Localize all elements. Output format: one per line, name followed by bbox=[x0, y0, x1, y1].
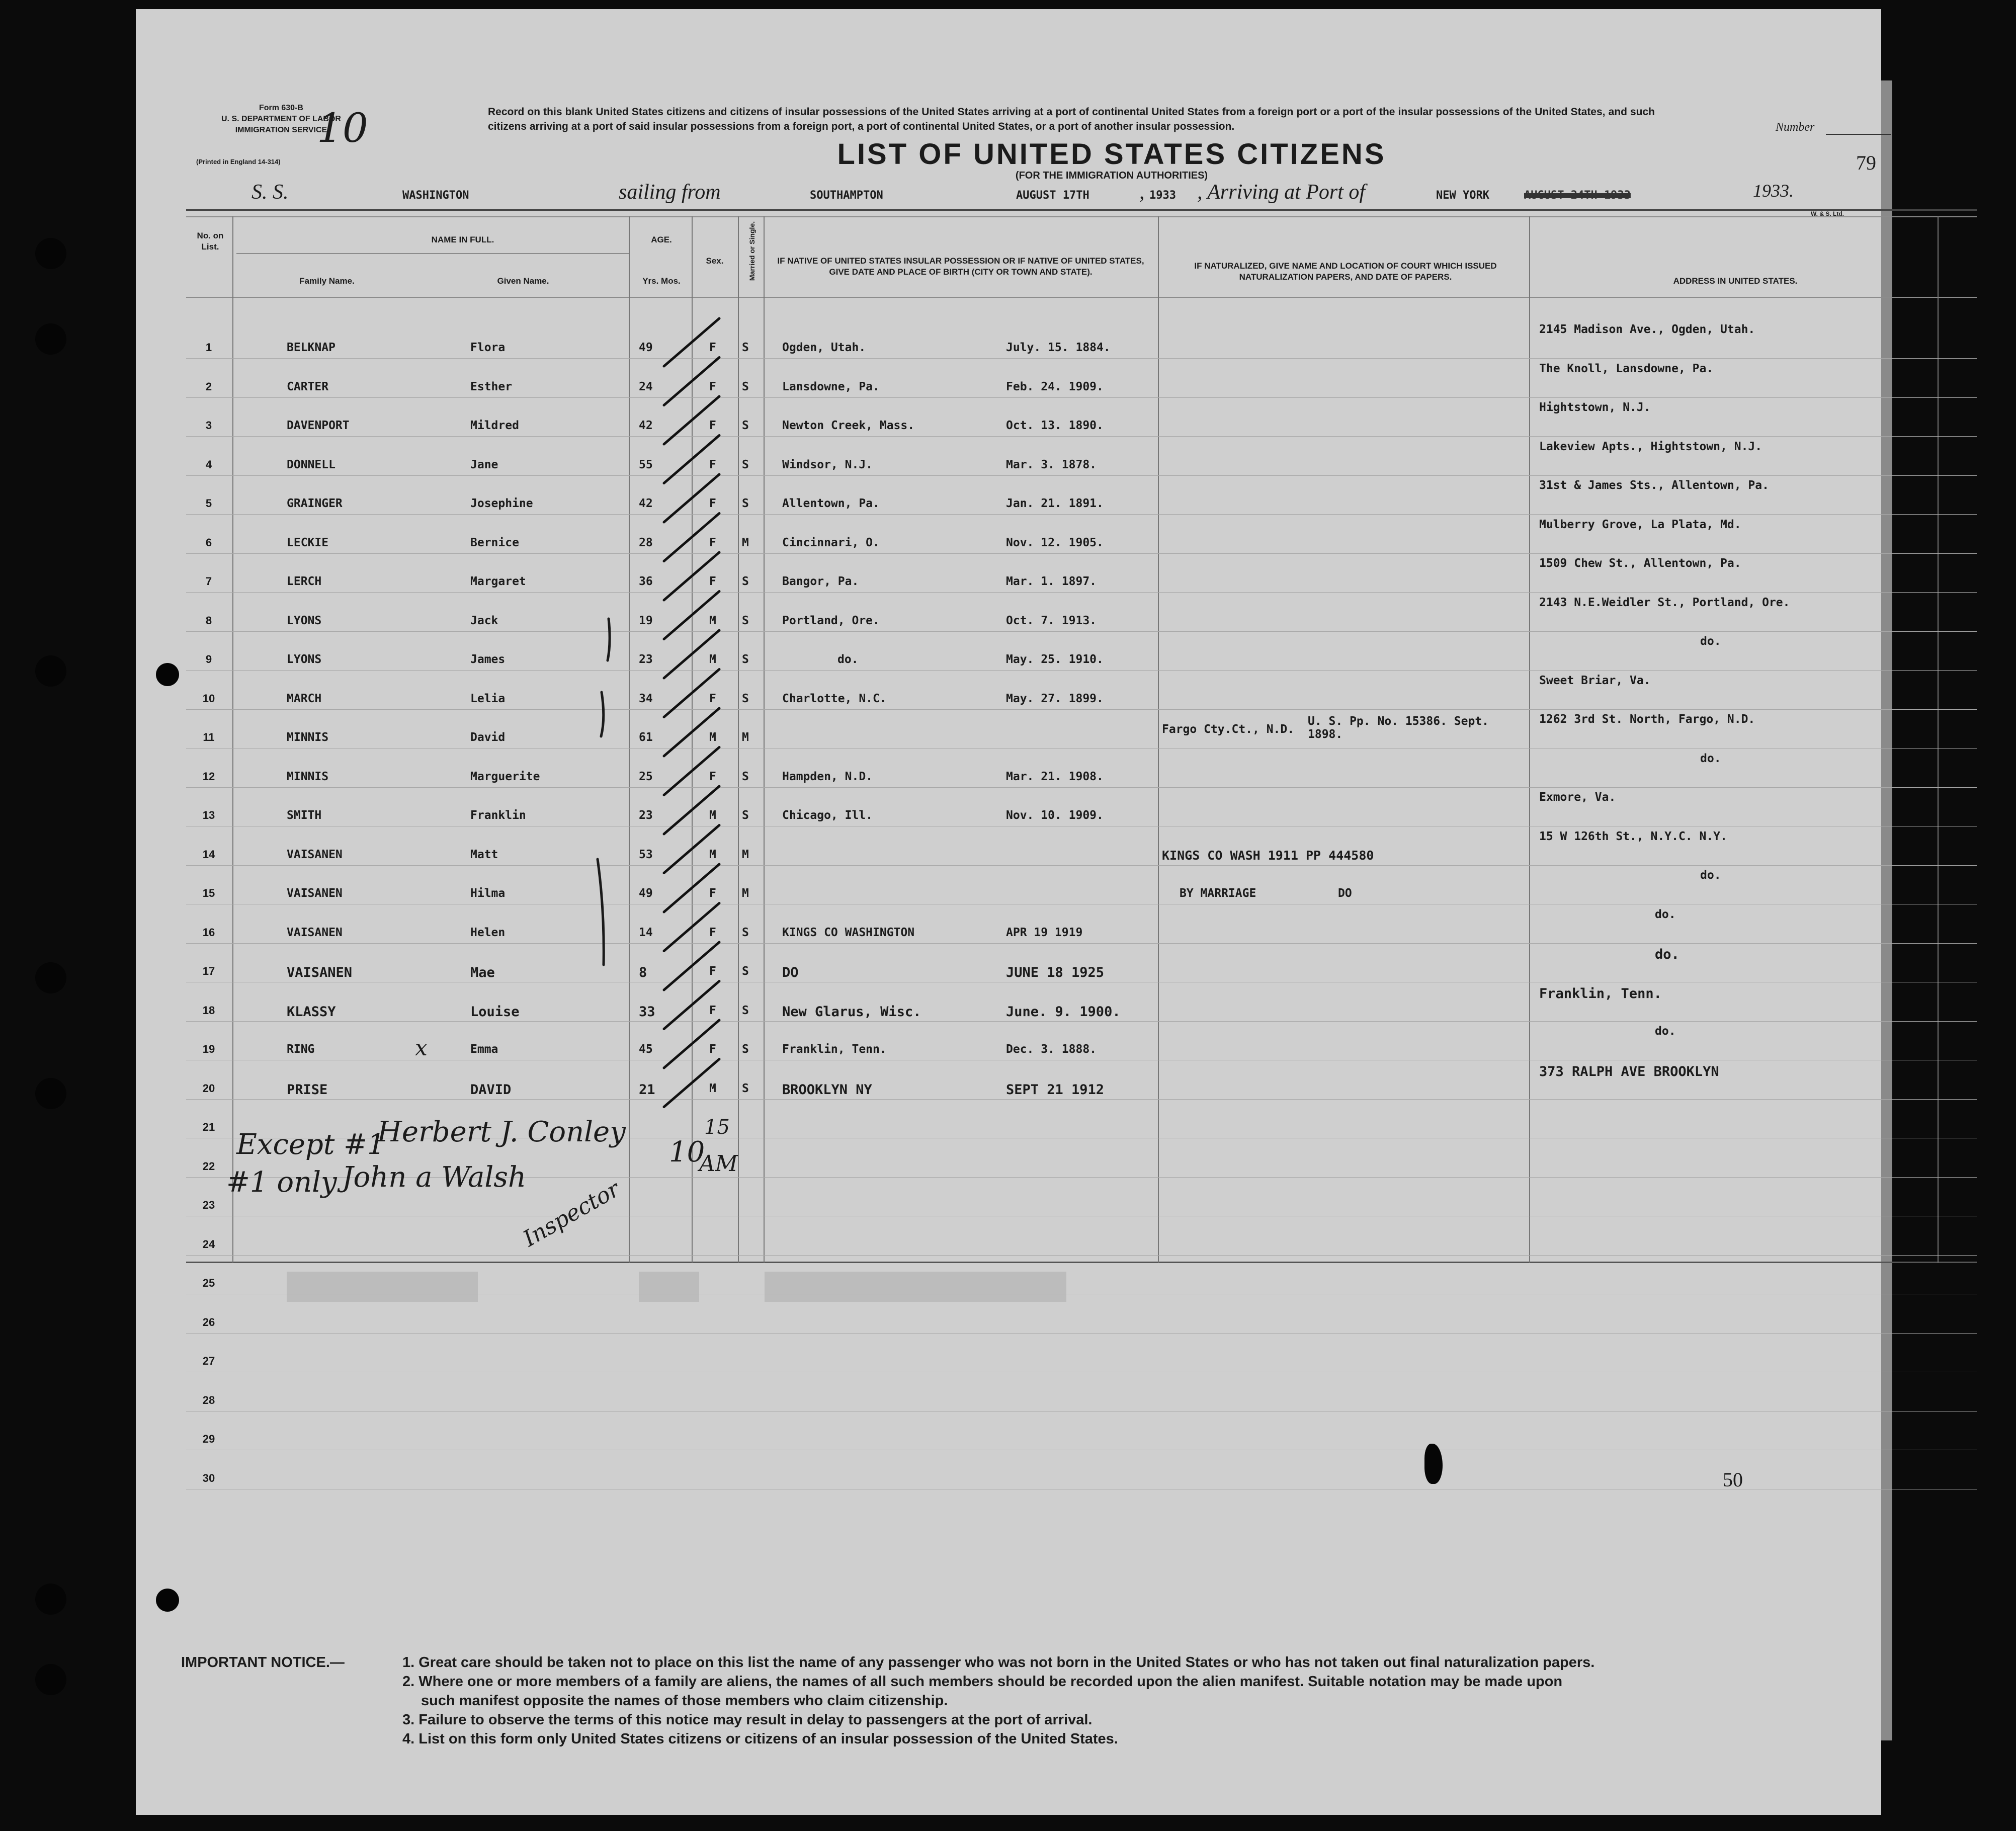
age: 14 bbox=[639, 926, 653, 939]
punch-hole bbox=[35, 323, 66, 355]
row-number: 20 bbox=[202, 1081, 215, 1095]
family-name: VAISANEN bbox=[287, 926, 343, 939]
sex: F bbox=[709, 1043, 716, 1056]
marital-status: M bbox=[742, 536, 749, 549]
handwriting-signature-2: John a Walsh bbox=[342, 1161, 527, 1194]
sex: F bbox=[709, 497, 716, 510]
given-name: Louise bbox=[470, 1004, 520, 1020]
header-married-single: Married or Single. bbox=[748, 221, 756, 281]
page-title: LIST OF UNITED STATES CITIZENS bbox=[837, 138, 1386, 171]
family-name: LYONS bbox=[287, 614, 322, 627]
handwriting-time-ampm: AM bbox=[699, 1151, 738, 1177]
departure-year: 1933 bbox=[1149, 189, 1176, 202]
departure-port: SOUTHAMPTON bbox=[810, 189, 883, 202]
age: 42 bbox=[639, 497, 653, 510]
sex: F bbox=[709, 575, 716, 588]
age: 49 bbox=[639, 887, 653, 900]
row-number: 18 bbox=[202, 1004, 215, 1017]
address: do. bbox=[1655, 1025, 1676, 1038]
age: 49 bbox=[639, 341, 653, 354]
header-family-name: Family Name. bbox=[299, 276, 355, 286]
punch-hole bbox=[35, 962, 66, 993]
row-number: 16 bbox=[202, 926, 215, 939]
marital-status: S bbox=[742, 692, 749, 705]
sex: M bbox=[709, 809, 716, 822]
address: do. bbox=[1655, 947, 1679, 962]
birth-place: Charlotte, N.C. bbox=[782, 692, 887, 705]
birth-date: July. 15. 1884. bbox=[1006, 341, 1111, 354]
bleed-through bbox=[287, 1272, 478, 1302]
sex: F bbox=[709, 1004, 716, 1017]
column-rule bbox=[1938, 216, 1939, 1263]
birth-date: Feb. 24. 1909. bbox=[1006, 380, 1104, 393]
check-slash bbox=[664, 318, 719, 366]
family-name: LECKIE bbox=[287, 536, 329, 549]
birth-date: Nov. 10. 1909. bbox=[1006, 809, 1104, 822]
given-name: David bbox=[470, 731, 506, 744]
row-number: 2 bbox=[205, 380, 212, 393]
given-name: Bernice bbox=[470, 536, 519, 549]
check-slash bbox=[664, 514, 719, 561]
header-birth: IF NATIVE OF UNITED STATES INSULAR POSSESSION OR IF NATIVE OF UNITED STATES, GIVE DATE AND PLACE OF BIRTH (CITY OR TOWN AND STATE). bbox=[777, 256, 1144, 277]
header-given-name: Given Name. bbox=[497, 276, 549, 286]
check-slash bbox=[664, 552, 719, 600]
marital-status: S bbox=[742, 809, 749, 822]
check-slash bbox=[664, 825, 719, 873]
birth-place: Lansdowne, Pa. bbox=[782, 380, 880, 393]
address: 373 RALPH AVE BROOKLYN bbox=[1539, 1063, 1719, 1079]
given-name: Jack bbox=[470, 614, 498, 627]
address: do. bbox=[1700, 869, 1721, 882]
notice-item-2-cont: such manifest opposite the names of those members who claim citizenship. bbox=[421, 1693, 948, 1709]
marital-status: S bbox=[742, 575, 749, 588]
address: do. bbox=[1700, 635, 1721, 648]
birth-place: BROOKLYN NY bbox=[782, 1081, 872, 1098]
marital-status: S bbox=[742, 380, 749, 393]
family-name: DAVENPORT bbox=[287, 419, 350, 432]
given-name: Flora bbox=[470, 341, 506, 354]
row-number: 3 bbox=[205, 419, 212, 432]
family-name: RING bbox=[287, 1043, 315, 1056]
bleed-through bbox=[765, 1272, 1066, 1302]
form-number: Form 630-B bbox=[259, 104, 303, 112]
given-name: Mae bbox=[470, 965, 495, 980]
punch-hole bbox=[35, 655, 66, 687]
age: 28 bbox=[639, 536, 653, 549]
address: do. bbox=[1700, 752, 1721, 765]
given-name: Jane bbox=[470, 458, 498, 471]
age: 19 bbox=[639, 614, 653, 627]
age: 34 bbox=[639, 692, 653, 705]
marital-status: S bbox=[742, 419, 749, 432]
address: 1509 Chew St., Allentown, Pa. bbox=[1539, 557, 1741, 570]
header-address: ADDRESS IN UNITED STATES. bbox=[1673, 276, 1798, 286]
punch-hole bbox=[35, 1078, 66, 1109]
marital-status: M bbox=[742, 887, 749, 900]
header-no: No. on List. bbox=[197, 231, 224, 252]
given-name: Esther bbox=[470, 380, 513, 393]
check-slash bbox=[664, 436, 719, 483]
row-number: 17 bbox=[202, 965, 215, 977]
service-name: IMMIGRATION SERVICE bbox=[235, 126, 327, 134]
age: 24 bbox=[639, 380, 653, 393]
birth-date: Mar. 1. 1897. bbox=[1006, 575, 1097, 588]
birth-place: New Glarus, Wisc. bbox=[782, 1004, 921, 1020]
check-slash bbox=[664, 942, 719, 990]
given-name: Marguerite bbox=[470, 770, 540, 783]
check-slash bbox=[664, 981, 719, 1029]
birth-date: Oct. 7. 1913. bbox=[1006, 614, 1097, 627]
age: 36 bbox=[639, 575, 653, 588]
given-name: Matt bbox=[470, 848, 498, 861]
birth-place: Ogden, Utah. bbox=[782, 341, 866, 354]
row-number: 22 bbox=[202, 1159, 215, 1173]
birth-place: Cincinnari, O. bbox=[782, 536, 880, 549]
row-number: 10 bbox=[202, 692, 215, 705]
sex: M bbox=[709, 653, 716, 666]
sex: F bbox=[709, 341, 716, 354]
departure-date: AUGUST 17TH bbox=[1016, 189, 1089, 202]
row-number: 9 bbox=[205, 653, 212, 665]
naturalization-court: Fargo Cty.Ct., N.D. bbox=[1162, 723, 1295, 736]
given-name: Lelia bbox=[470, 692, 506, 705]
naturalization-detail: U. S. Pp. No. 15386. Sept. 1898. bbox=[1308, 715, 1496, 741]
address: 2143 N.E.Weidler St., Portland, Ore. bbox=[1539, 596, 1790, 609]
arrival-date: AUGUST 24TH 1933 bbox=[1524, 189, 1631, 202]
row-number: 8 bbox=[205, 614, 212, 627]
naturalization-court: BY MARRIAGE bbox=[1180, 887, 1256, 900]
sex: F bbox=[709, 887, 716, 900]
birth-place: DO bbox=[782, 965, 799, 980]
row-number: 24 bbox=[202, 1237, 215, 1251]
printer-mark: W. & S. Ltd. bbox=[1811, 210, 1844, 217]
row-number: 15 bbox=[202, 887, 215, 899]
address: Exmore, Va. bbox=[1539, 791, 1616, 804]
age: 33 bbox=[639, 1004, 655, 1020]
check-slash bbox=[664, 864, 719, 912]
marital-status: S bbox=[742, 1004, 749, 1017]
birth-date: Mar. 3. 1878. bbox=[1006, 458, 1097, 471]
row-number: 7 bbox=[205, 575, 212, 588]
family-name: MINNIS bbox=[287, 770, 329, 783]
row-number: 27 bbox=[202, 1355, 215, 1367]
arrival-year: 1933. bbox=[1753, 181, 1794, 201]
marital-status: M bbox=[742, 848, 749, 861]
pen-marks bbox=[136, 9, 1881, 1815]
family-name: VAISANEN bbox=[287, 965, 353, 980]
row-number: 21 bbox=[202, 1121, 215, 1133]
naturalization-detail: DO bbox=[1338, 887, 1352, 900]
printed-note: (Printed in England 14-314) bbox=[196, 158, 281, 165]
check-slash bbox=[664, 396, 719, 444]
age: 23 bbox=[639, 653, 653, 666]
bottom-number: 50 bbox=[1723, 1468, 1743, 1491]
check-slash bbox=[664, 708, 719, 756]
header-name-in-full: NAME IN FULL. bbox=[431, 235, 494, 244]
check-slash bbox=[664, 592, 719, 639]
comma-mark: , bbox=[1139, 181, 1145, 204]
address: 15 W 126th St., N.Y.C. N.Y. bbox=[1539, 829, 1727, 843]
check-slash bbox=[664, 1020, 719, 1068]
handwriting-time: 10 bbox=[669, 1136, 705, 1169]
address: Hightstown, N.J. bbox=[1539, 401, 1651, 414]
birth-date: Jan. 21. 1891. bbox=[1006, 497, 1104, 510]
address: Sweet Briar, Va. bbox=[1539, 674, 1651, 687]
family-name: KLASSY bbox=[287, 1004, 336, 1020]
age: 42 bbox=[639, 419, 653, 432]
birth-place: KINGS CO WASHINGTON bbox=[782, 926, 915, 939]
row-number: 14 bbox=[202, 848, 215, 861]
row-number: 29 bbox=[202, 1433, 215, 1445]
notice-item-2: 2. Where one or more members of a family are aliens, the names of all such members should be recorded upon the alien manifest. Suitable notation may be made upon bbox=[402, 1674, 1563, 1690]
marital-status: S bbox=[742, 614, 749, 627]
address: Franklin, Tenn. bbox=[1539, 985, 1662, 1002]
ship-name: WASHINGTON bbox=[402, 189, 469, 202]
page-subtitle: (FOR THE IMMIGRATION AUTHORITIES) bbox=[1015, 170, 1208, 181]
age: 25 bbox=[639, 770, 653, 783]
marital-status: S bbox=[742, 1081, 749, 1095]
family-name: VAISANEN bbox=[287, 848, 343, 861]
row-number: 11 bbox=[203, 731, 215, 743]
address: 2145 Madison Ave., Ogden, Utah. bbox=[1539, 323, 1755, 336]
age: 8 bbox=[639, 965, 647, 980]
page-number: 79 bbox=[1856, 151, 1876, 174]
marital-status: S bbox=[742, 770, 749, 783]
handwriting-inspector: Inspector bbox=[519, 1176, 624, 1252]
birth-date: SEPT 21 1912 bbox=[1006, 1081, 1105, 1098]
sex: F bbox=[709, 965, 716, 978]
department-name: U. S. DEPARTMENT OF LABOR bbox=[221, 115, 341, 123]
family-name: BELKNAP bbox=[287, 341, 335, 354]
age: 53 bbox=[639, 848, 653, 861]
handwriting-x-mark: x bbox=[415, 1035, 428, 1061]
address: Mulberry Grove, La Plata, Md. bbox=[1539, 518, 1741, 531]
row-number: 19 bbox=[202, 1043, 215, 1055]
arrival-port: NEW YORK bbox=[1436, 189, 1489, 202]
sex: F bbox=[709, 926, 716, 939]
row-number: 1 bbox=[205, 341, 212, 354]
notice-item-3: 3. Failure to observe the terms of this notice may result in delay to passengers at the port of arrival. bbox=[402, 1712, 1093, 1728]
punch-hole bbox=[35, 238, 66, 269]
address: do. bbox=[1655, 907, 1676, 921]
naturalization-court: KINGS CO WASH 1911 PP 444580 bbox=[1162, 848, 1374, 863]
sex: M bbox=[709, 731, 716, 744]
marital-status: M bbox=[742, 731, 749, 744]
given-name: Margaret bbox=[470, 575, 526, 588]
header-naturalized: IF NATURALIZED, GIVE NAME AND LOCATION OF COURT WHICH ISSUED NATURALIZATION PAPERS, AND DATE OF PAPERS. bbox=[1194, 261, 1497, 282]
address: 31st & James Sts., Allentown, Pa. bbox=[1539, 479, 1769, 492]
bracket-mark bbox=[608, 619, 610, 660]
birth-date: Nov. 12. 1905. bbox=[1006, 536, 1104, 549]
ss-label: S. S. bbox=[251, 181, 289, 204]
family-name: CARTER bbox=[287, 380, 329, 393]
sex: F bbox=[709, 458, 716, 471]
family-name: MINNIS bbox=[287, 731, 329, 744]
check-slash bbox=[664, 903, 719, 951]
row-number: 12 bbox=[202, 770, 215, 783]
important-notice-label: IMPORTANT NOTICE.— bbox=[181, 1654, 345, 1671]
handwriting-only: #1 only bbox=[226, 1166, 337, 1199]
manifest-page bbox=[136, 9, 1881, 1815]
family-name: VAISANEN bbox=[287, 887, 343, 900]
handwriting-time-minutes: 15 bbox=[704, 1116, 730, 1139]
header-sex: Sex. bbox=[706, 256, 724, 266]
given-name: Mildred bbox=[470, 419, 519, 432]
marital-status: S bbox=[742, 926, 749, 939]
sex: M bbox=[709, 848, 716, 861]
marital-status: S bbox=[742, 653, 749, 666]
family-name: DONNELL bbox=[287, 458, 335, 471]
marital-status: S bbox=[742, 497, 749, 510]
header-age: AGE. bbox=[651, 235, 672, 244]
birth-date: APR 19 1919 bbox=[1006, 926, 1083, 939]
row-number: 30 bbox=[202, 1471, 215, 1484]
notice-item-1: 1. Great care should be taken not to place on this list the name of any passenger who was not born in the United States or who has not taken out final naturalization papers. bbox=[402, 1654, 1595, 1671]
handwriting-signature-1: Herbert J. Conley bbox=[377, 1116, 626, 1148]
given-name: Hilma bbox=[470, 887, 506, 900]
address: The Knoll, Lansdowne, Pa. bbox=[1539, 362, 1714, 375]
birth-date: JUNE 18 1925 bbox=[1006, 965, 1105, 980]
birth-place: Newton Creek, Mass. bbox=[782, 419, 915, 432]
age: 55 bbox=[639, 458, 653, 471]
family-name: SMITH bbox=[287, 809, 322, 822]
birth-date: Oct. 13. 1890. bbox=[1006, 419, 1104, 432]
check-slash bbox=[664, 670, 719, 717]
given-name: Helen bbox=[470, 926, 506, 939]
family-name: LYONS bbox=[287, 653, 322, 666]
bleed-through bbox=[639, 1272, 699, 1302]
birth-place: Hampden, N.D. bbox=[782, 770, 873, 783]
birth-place: Bangor, Pa. bbox=[782, 575, 859, 588]
check-slash bbox=[664, 630, 719, 678]
birth-place: do. bbox=[837, 653, 859, 666]
punch-hole bbox=[35, 1664, 66, 1695]
number-label: Number bbox=[1776, 121, 1815, 134]
given-name: James bbox=[470, 653, 506, 666]
arriving-label: , Arriving at Port of bbox=[1197, 181, 1366, 204]
address: Lakeview Apts., Hightstown, N.J. bbox=[1539, 440, 1762, 453]
family-name: PRISE bbox=[287, 1081, 328, 1098]
bracket-mark bbox=[601, 692, 604, 736]
row-number: 26 bbox=[202, 1315, 215, 1328]
record-instructions: Record on this blank United States citizens and citizens of insular possessions of the United States arriving at a port of continental United States from a foreign port or a port of the insular possessions of the United States, and such citizens arriving at a port of said insular possessions from a foreign port, a port of continental United States, or a port of another insular possession. bbox=[488, 106, 1655, 132]
sex: F bbox=[709, 419, 716, 432]
notice-item-4: 4. List on this form only United States citizens or citizens of an insular possession of the United States. bbox=[402, 1731, 1118, 1747]
row-number: 28 bbox=[202, 1393, 215, 1406]
birth-date: May. 27. 1899. bbox=[1006, 692, 1104, 705]
row-number: 5 bbox=[205, 497, 212, 510]
check-slash bbox=[664, 786, 719, 834]
sex: F bbox=[709, 692, 716, 705]
age: 21 bbox=[639, 1081, 655, 1098]
sex: F bbox=[709, 536, 716, 549]
sex: F bbox=[709, 380, 716, 393]
row-number: 23 bbox=[202, 1199, 215, 1211]
marital-status: S bbox=[742, 1043, 749, 1056]
birth-place: Allentown, Pa. bbox=[782, 497, 880, 510]
handwriting-except: Except #1 bbox=[236, 1128, 385, 1161]
sailing-label: sailing from bbox=[619, 181, 721, 204]
age: 23 bbox=[639, 809, 653, 822]
marital-status: S bbox=[742, 965, 749, 978]
birth-place: Windsor, N.J. bbox=[782, 458, 873, 471]
age: 61 bbox=[639, 731, 653, 744]
birth-date: Dec. 3. 1888. bbox=[1006, 1043, 1097, 1056]
birth-place: Franklin, Tenn. bbox=[782, 1043, 887, 1056]
row-number: 25 bbox=[202, 1277, 215, 1289]
given-name: Josephine bbox=[470, 497, 533, 510]
family-name: GRAINGER bbox=[287, 497, 343, 510]
bracket-mark bbox=[598, 859, 604, 965]
age: 45 bbox=[639, 1043, 653, 1056]
family-name: LERCH bbox=[287, 575, 322, 588]
sex: F bbox=[709, 770, 716, 783]
address: 1262 3rd St. North, Fargo, N.D. bbox=[1539, 713, 1755, 726]
check-slash bbox=[664, 747, 719, 795]
given-name: DAVID bbox=[470, 1081, 512, 1098]
punch-hole bbox=[35, 1584, 66, 1615]
header-yrs-mos: Yrs. Mos. bbox=[642, 276, 681, 286]
birth-place: Portland, Ore. bbox=[782, 614, 880, 627]
sex: M bbox=[709, 1081, 716, 1095]
birth-date: May. 25. 1910. bbox=[1006, 653, 1104, 666]
handwritten-page-mark: 10 bbox=[317, 105, 368, 151]
sex: M bbox=[709, 614, 716, 627]
given-name: Franklin bbox=[470, 809, 526, 822]
check-slash bbox=[664, 358, 719, 405]
row-number: 4 bbox=[205, 458, 212, 471]
marital-status: S bbox=[742, 341, 749, 354]
row-number: 6 bbox=[205, 536, 212, 549]
given-name: Emma bbox=[470, 1043, 498, 1056]
row-number: 13 bbox=[202, 809, 215, 821]
check-slash bbox=[664, 1059, 719, 1107]
family-name: MARCH bbox=[287, 692, 322, 705]
check-slash bbox=[664, 474, 719, 522]
birth-date: Mar. 21. 1908. bbox=[1006, 770, 1104, 783]
underlying-sheet-edge bbox=[1881, 80, 1892, 1740]
birth-place: Chicago, Ill. bbox=[782, 809, 873, 822]
birth-date: June. 9. 1900. bbox=[1006, 1004, 1121, 1020]
marital-status: S bbox=[742, 458, 749, 471]
